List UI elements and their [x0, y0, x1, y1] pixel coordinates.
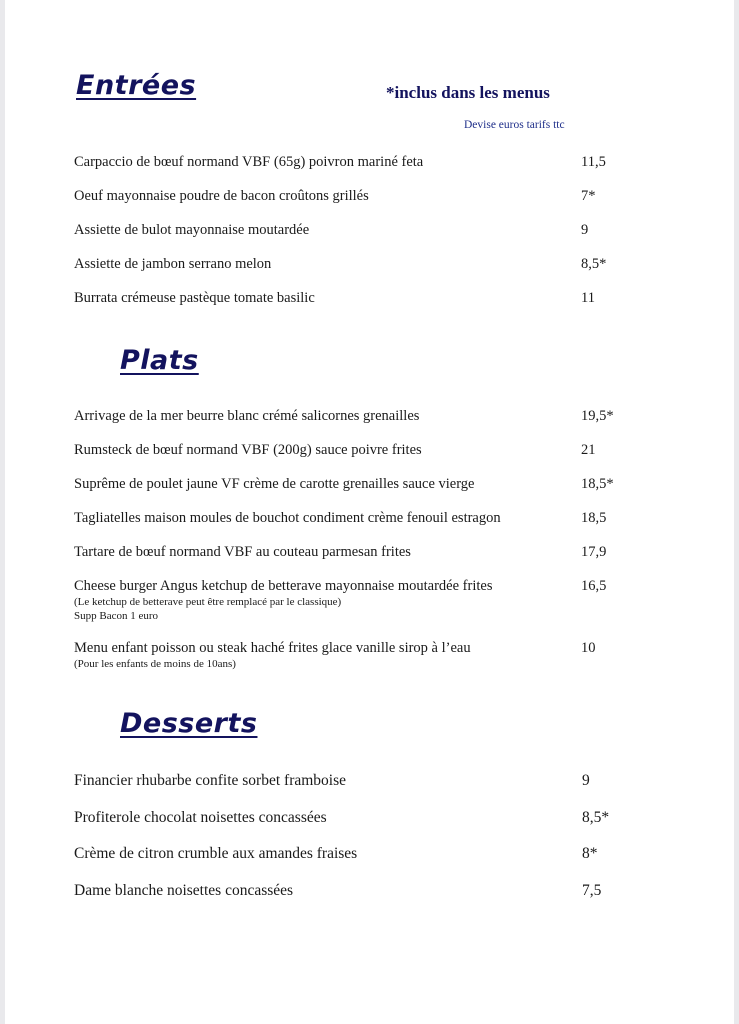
item-name: Crème de citron crumble aux amandes fraises [74, 845, 358, 862]
item-price: 21 [581, 442, 596, 458]
item-price: 17,9 [581, 544, 607, 560]
menu-item [74, 153, 674, 171]
menu-item [74, 509, 674, 527]
item-price: 18,5* [581, 476, 614, 492]
item-price: 19,5* [581, 408, 614, 424]
item-name: Assiette de bulot mayonnaise moutardée [74, 222, 310, 238]
item-price: 16,5 [581, 578, 607, 594]
page-edge-left [0, 0, 5, 1024]
item-name: Rumsteck de bœuf normand VBF (200g) sauce poivre frites [74, 442, 422, 458]
menu-item [74, 845, 674, 863]
menu-item [74, 639, 674, 671]
item-name: Cheese burger Angus ketchup de betterave mayonnaise moutardée frites [74, 578, 493, 594]
item-price: 11 [581, 290, 595, 306]
menu-item [74, 809, 674, 827]
menu-item [74, 221, 674, 239]
item-name: Tartare de bœuf normand VBF au couteau parmesan frites [74, 544, 411, 560]
menu-item [74, 475, 674, 493]
included-in-menus-note: *inclus dans les menus [386, 83, 550, 102]
item-price: 18,5 [581, 510, 607, 526]
item-name: Financier rhubarbe confite sorbet framboise [74, 772, 347, 789]
item-name: Oeuf mayonnaise poudre de bacon croûtons grillés [74, 188, 369, 204]
item-price: 11,5 [581, 154, 606, 170]
item-price: 8,5* [581, 256, 607, 272]
item-name: Suprême de poulet jaune VF crème de carotte grenailles sauce vierge [74, 476, 475, 492]
item-note: (Le ketchup de betterave peut être remplacé par le classique) [74, 596, 342, 608]
item-price: 8* [582, 845, 598, 862]
item-price: 9 [582, 772, 590, 789]
menu-item [74, 441, 674, 459]
menu-item [74, 187, 674, 205]
item-price: 7,5 [582, 882, 602, 899]
item-note: (Pour les enfants de moins de 10ans) [74, 658, 236, 670]
section-title-plats: Plats [120, 345, 199, 376]
item-price: 10 [581, 640, 596, 656]
menu-item [74, 577, 674, 623]
menu-item [74, 882, 674, 900]
menu-item [74, 772, 674, 790]
currency-note: Devise euros tarifs ttc [464, 119, 565, 131]
item-price: 9 [581, 222, 589, 238]
menu-item [74, 255, 674, 273]
section-title-entrees: Entrées [76, 70, 197, 101]
page-edge-right [734, 0, 739, 1024]
section-title-desserts: Desserts [120, 708, 258, 739]
item-name: Dame blanche noisettes concassées [74, 882, 294, 899]
menu-item [74, 407, 674, 425]
item-name: Carpaccio de bœuf normand VBF (65g) poivron mariné feta [74, 154, 424, 170]
menu-item [74, 543, 674, 561]
item-price: 8,5* [582, 809, 610, 826]
item-name: Burrata crémeuse pastèque tomate basilic [74, 290, 315, 306]
menu-item [74, 289, 674, 307]
item-name: Assiette de jambon serrano melon [74, 256, 272, 272]
item-name: Tagliatelles maison moules de bouchot condiment crème fenouil estragon [74, 510, 501, 526]
item-price: 7* [581, 188, 596, 204]
item-supplement: Supp Bacon 1 euro [74, 610, 159, 622]
item-name: Profiterole chocolat noisettes concassées [74, 809, 327, 826]
item-name: Arrivage de la mer beurre blanc crémé salicornes grenailles [74, 408, 420, 424]
item-name: Menu enfant poisson ou steak haché frites glace vanille sirop à l’eau [74, 640, 471, 656]
